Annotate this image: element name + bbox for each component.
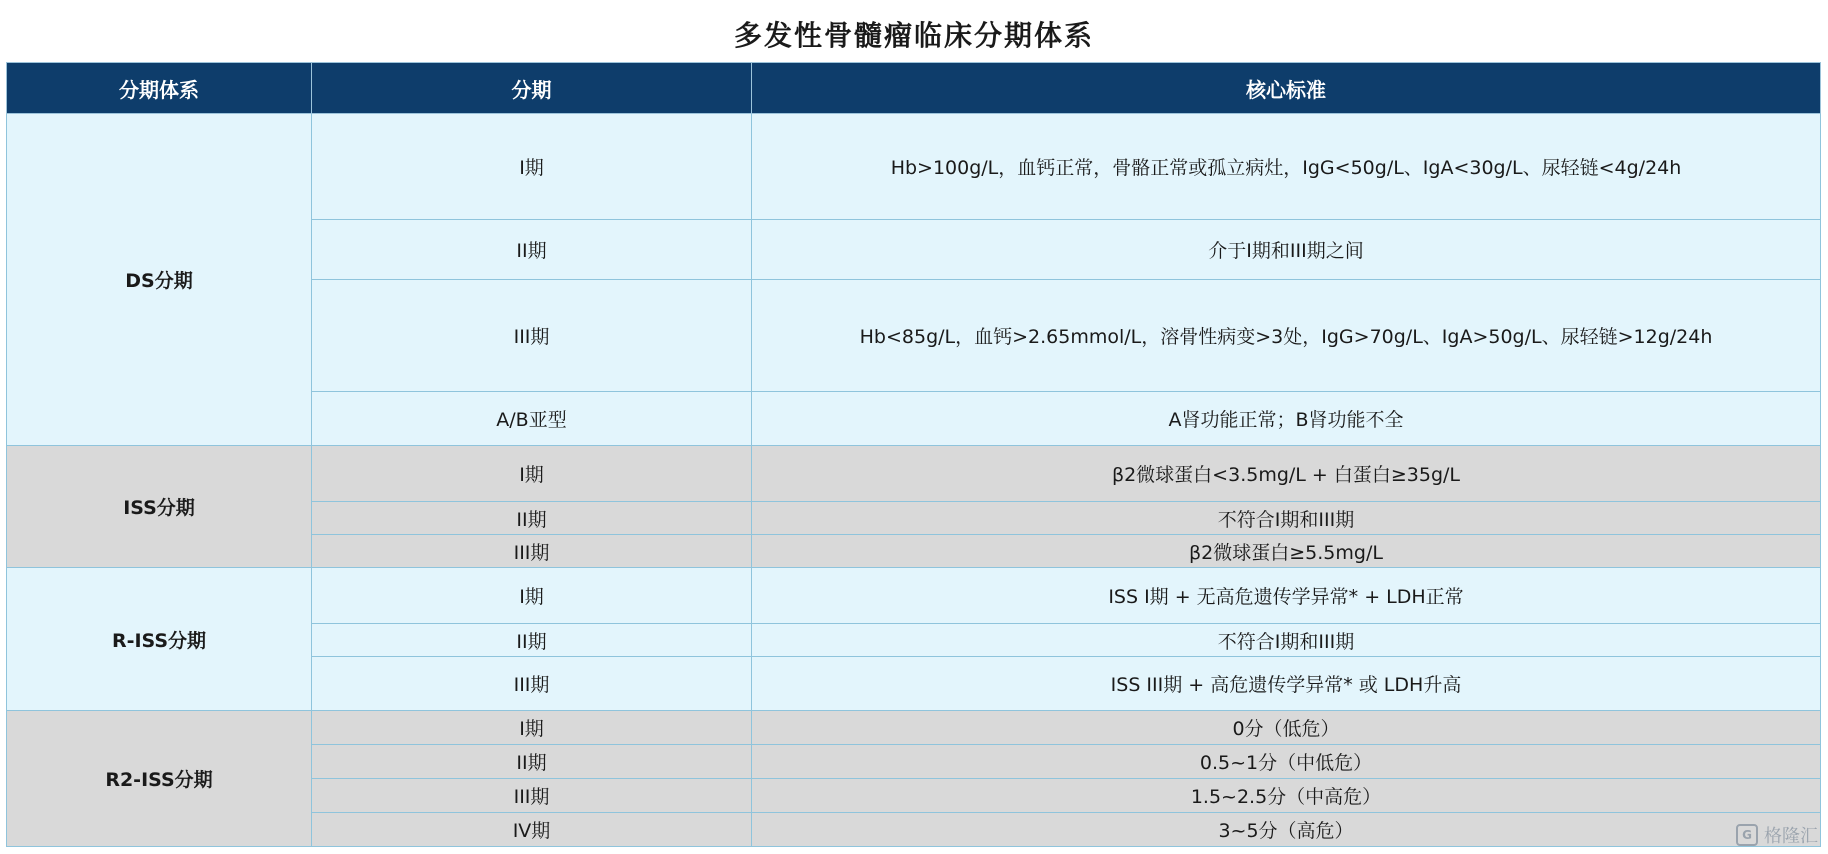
stage-cell: III期 bbox=[312, 535, 752, 568]
stage-cell: II期 bbox=[312, 502, 752, 535]
stage-cell: I期 bbox=[312, 114, 752, 220]
stage-cell: A/B亚型 bbox=[312, 392, 752, 446]
stage-cell: I期 bbox=[312, 446, 752, 502]
criteria-cell: 不符合I期和III期 bbox=[752, 502, 1821, 535]
stage-cell: I期 bbox=[312, 711, 752, 745]
criteria-cell: ISS I期 + 无高危遗传学异常* + LDH正常 bbox=[752, 568, 1821, 624]
criteria-cell: 不符合I期和III期 bbox=[752, 624, 1821, 657]
column-header-criteria: 核心标准 bbox=[752, 63, 1821, 114]
system-cell-ds: DS分期 bbox=[7, 114, 312, 446]
table-row bbox=[7, 446, 1821, 502]
watermark bbox=[1736, 822, 1818, 848]
criteria-cell: A肾功能正常；B肾功能不全 bbox=[752, 392, 1821, 446]
stage-cell: III期 bbox=[312, 779, 752, 813]
table-row bbox=[7, 114, 1821, 220]
criteria-cell: Hb<85g/L，血钙>2.65mmol/L，溶骨性病变>3处，IgG>70g/L、IgA>50g/L、尿轻链>12g/24h bbox=[752, 280, 1821, 392]
criteria-cell: 0.5~1分（中低危） bbox=[752, 745, 1821, 779]
criteria-cell: Hb>100g/L，血钙正常，骨骼正常或孤立病灶，IgG<50g/L、IgA<30g/L、尿轻链<4g/24h bbox=[752, 114, 1821, 220]
criteria-cell: 1.5~2.5分（中高危） bbox=[752, 779, 1821, 813]
page-title: 多发性骨髓瘤临床分期体系 bbox=[733, 19, 1094, 52]
criteria-cell: β2微球蛋白≥5.5mg/L bbox=[752, 535, 1821, 568]
table-row bbox=[7, 711, 1821, 745]
criteria-cell: 3~5分（高危） bbox=[752, 813, 1821, 847]
watermark-logo-icon: G bbox=[1736, 824, 1758, 846]
table-row bbox=[7, 568, 1821, 624]
stage-cell: II期 bbox=[312, 220, 752, 280]
criteria-cell: 0分（低危） bbox=[752, 711, 1821, 745]
stage-cell: III期 bbox=[312, 657, 752, 711]
stage-cell: III期 bbox=[312, 280, 752, 392]
column-header-system: 分期体系 bbox=[7, 63, 312, 114]
criteria-cell: 介于I期和III期之间 bbox=[752, 220, 1821, 280]
table-header-row bbox=[7, 63, 1821, 114]
system-cell-iss: ISS分期 bbox=[7, 446, 312, 568]
criteria-cell: ISS III期 + 高危遗传学异常* 或 LDH升高 bbox=[752, 657, 1821, 711]
criteria-cell: β2微球蛋白<3.5mg/L + 白蛋白≥35g/L bbox=[752, 446, 1821, 502]
staging-table bbox=[6, 62, 1821, 847]
watermark-text: 格隆汇 bbox=[1764, 826, 1818, 847]
stage-cell: II期 bbox=[312, 745, 752, 779]
column-header-stage: 分期 bbox=[312, 63, 752, 114]
system-cell-r2-iss: R2-ISS分期 bbox=[7, 711, 312, 847]
stage-cell: IV期 bbox=[312, 813, 752, 847]
stage-cell: II期 bbox=[312, 624, 752, 657]
system-cell-r-iss: R-ISS分期 bbox=[7, 568, 312, 711]
stage-cell: I期 bbox=[312, 568, 752, 624]
